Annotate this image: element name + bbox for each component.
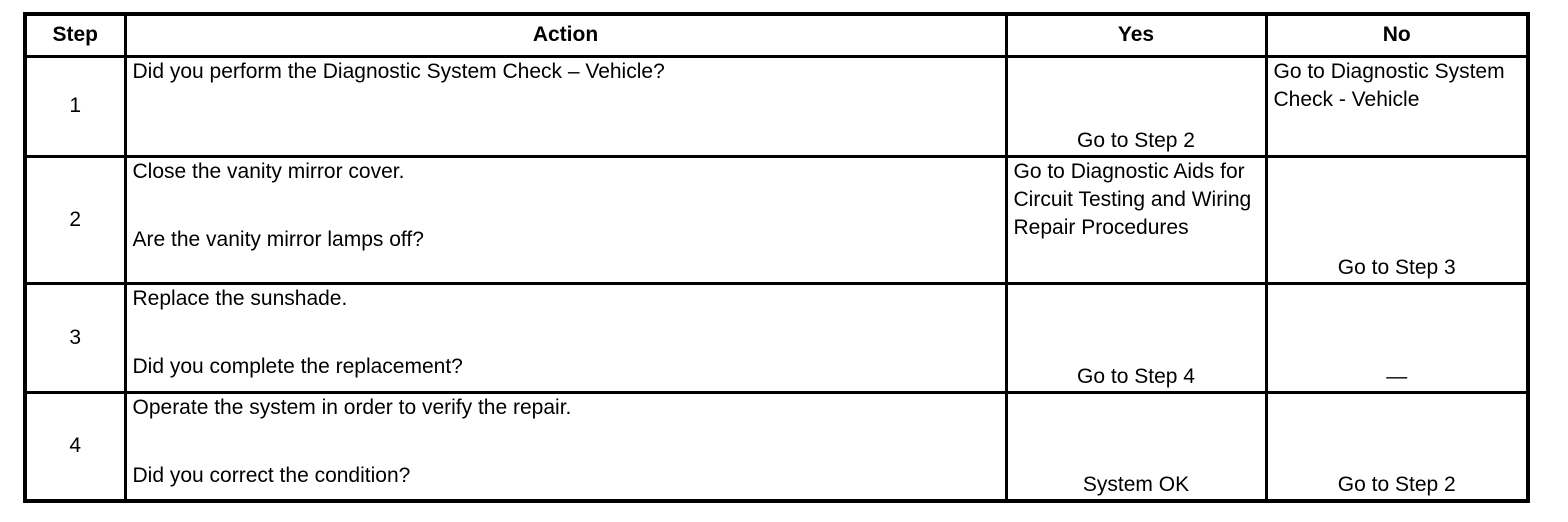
no-cell: Go to Step 2	[1266, 392, 1528, 501]
yes-cell: Go to Diagnostic Aids for Circuit Testing and Wiring Repair Procedures	[1006, 156, 1266, 283]
step-number: 4	[25, 392, 125, 501]
action-instruction: Close the vanity mirror cover.	[132, 159, 405, 183]
action-cell	[125, 392, 1006, 501]
header-action: Action	[125, 14, 1006, 56]
step-number: 3	[25, 283, 125, 392]
yes-cell: System OK	[1006, 392, 1266, 501]
header-step: Step	[25, 14, 125, 56]
action-question: Did you correct the condition?	[132, 463, 411, 487]
action-cell	[125, 156, 1006, 283]
table-row	[25, 283, 1528, 392]
step-number: 2	[25, 156, 125, 283]
no-cell: —	[1266, 283, 1528, 392]
action-cell	[125, 283, 1006, 392]
action-text: Did you perform the Diagnostic System Check – Vehicle?	[132, 59, 665, 83]
table-row	[25, 392, 1528, 501]
table-row	[25, 56, 1528, 156]
no-cell: Go to Step 3	[1266, 156, 1528, 283]
action-question: Are the vanity mirror lamps off?	[132, 227, 424, 251]
diagnostic-table	[23, 12, 1530, 503]
action-instruction: Replace the sunshade.	[132, 286, 348, 310]
no-cell: Go to Diagnostic System Check - Vehicle	[1266, 56, 1528, 156]
action-question: Did you complete the replacement?	[132, 354, 463, 378]
yes-cell: Go to Step 4	[1006, 283, 1266, 392]
header-row	[25, 14, 1528, 56]
action-instruction: Operate the system in order to verify the repair.	[132, 395, 572, 419]
step-number: 1	[25, 56, 125, 156]
action-cell	[125, 56, 1006, 156]
yes-cell: Go to Step 2	[1006, 56, 1266, 156]
header-yes: Yes	[1006, 14, 1266, 56]
header-no: No	[1266, 14, 1528, 56]
table-row	[25, 156, 1528, 283]
